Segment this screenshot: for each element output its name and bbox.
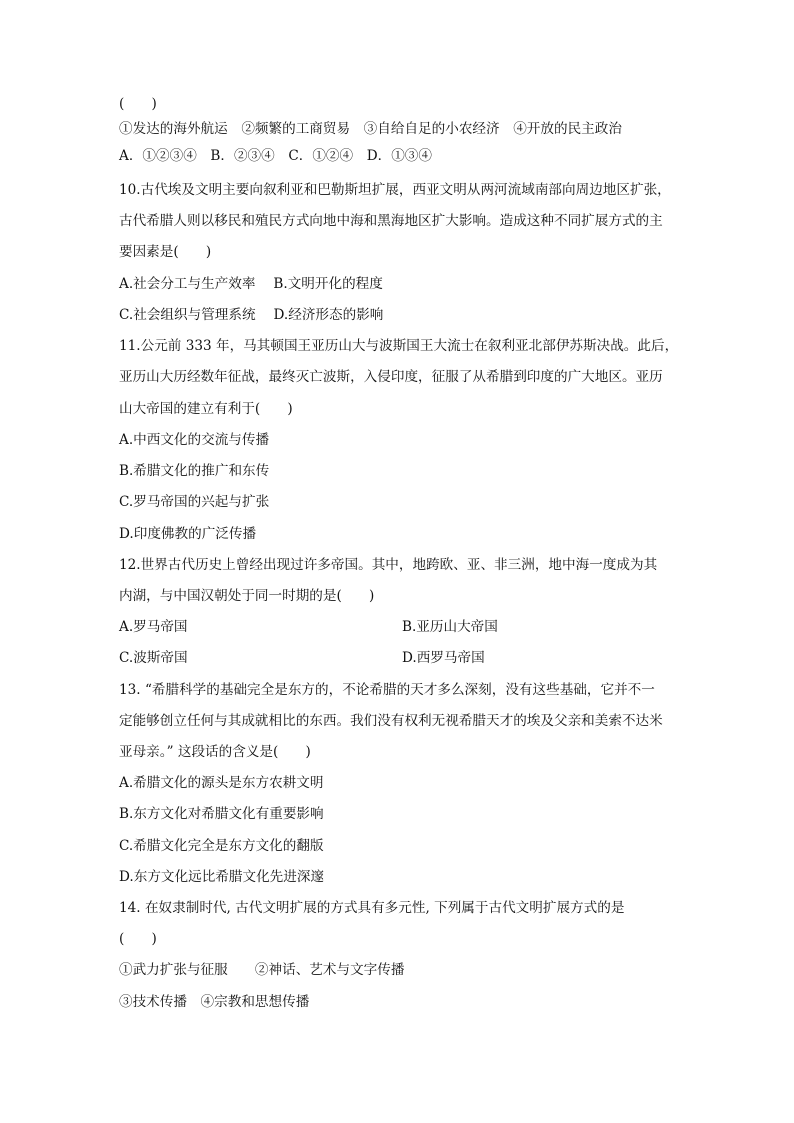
q10-options-ab: A.社会分工与生产效率 B.文明开化的程度 [119, 276, 383, 292]
q10-stem-line2: 古代希腊人则以移民和殖民方式向地中海和黑海地区扩大影响。造成这种不同扩展方式的主 [119, 213, 663, 229]
q14-items-line2: ③技术传播 ④宗教和思想传播 [119, 994, 310, 1010]
q11-stem-line1: 11.公元前 333 年，马其顿国王亚历山大与波斯国王大流士在叙利亚北部伊苏斯决战。此后， [119, 338, 679, 354]
q11-option-b: B.希腊文化的推广和东传 [119, 463, 270, 479]
q12-option-d: D.西罗马帝国 [402, 650, 485, 666]
q9-answer-paren: ( ) [119, 96, 157, 112]
q13-option-d: D.东方文化远比希腊文化先进深邃 [119, 869, 325, 885]
q13-stem-line2: 定能够创立任何与其成就相比的东西。我们没有权利无视希腊天才的埃及父亲和美索不达米 [119, 713, 663, 729]
q11-option-c: C.罗马帝国的兴起与扩张 [119, 494, 270, 510]
q12-option-c: C.波斯帝国 [119, 650, 188, 666]
q10-options-cd: C.社会组织与管理系统 D.经济形态的影响 [119, 307, 384, 323]
q12-stem-line1: 12.世界古代历史上曾经出现过许多帝国。其中，地跨欧、亚、非三洲，地中海一度成为其 [119, 557, 658, 573]
q9-items: ①发达的海外航运 ②频繁的工商贸易 ③自给自足的小农经济 ④开放的民主政治 [119, 121, 622, 137]
q10-stem-line3: 要因素是( ) [119, 244, 212, 260]
q14-answer-paren: ( ) [119, 931, 157, 947]
q11-option-d: D.印度佛教的广泛传播 [119, 526, 257, 542]
q13-option-c: C.希腊文化完全是东方文化的翻版 [119, 838, 324, 854]
q13-option-b: B.东方文化对希腊文化有重要影响 [119, 806, 324, 822]
q11-stem-line3: 山大帝国的建立有利于( ) [119, 401, 293, 417]
q13-stem-line3: 亚母亲。” 这段话的含义是( ) [119, 744, 311, 760]
q13-stem-line1: 13. “希腊科学的基础完全是东方的，不论希腊的天才多么深刻，没有这些基础，它并不一 [119, 682, 655, 698]
q12-stem-line2: 内湖，与中国汉朝处于同一时期的是( ) [119, 588, 375, 604]
q12-option-b: B.亚历山大帝国 [402, 619, 498, 635]
q11-option-a: A.中西文化的交流与传播 [119, 432, 270, 448]
q12-option-a: A.罗马帝国 [119, 619, 188, 635]
q14-stem-line1: 14. 在奴隶制时代, 古代文明扩展的方式具有多元性, 下列属于古代文明扩展方式的是 [119, 900, 625, 916]
q10-stem-line1: 10.古代埃及文明主要向叙利亚和巴勒斯坦扩展，西亚文明从两河流域南部向周边地区扩张， [119, 182, 671, 198]
q13-option-a: A.希腊文化的源头是东方农耕文明 [119, 775, 324, 791]
q14-items-line1: ①武力扩张与征服 ②神话、艺术与文字传播 [119, 962, 405, 978]
q11-stem-line2: 亚历山大历经数年征战，最终灭亡波斯，入侵印度，征服了从希腊到印度的广大地区。亚历 [119, 369, 663, 385]
q9-options: A．①②③④ B．②③④ C．①②④ D．①③④ [119, 148, 432, 164]
